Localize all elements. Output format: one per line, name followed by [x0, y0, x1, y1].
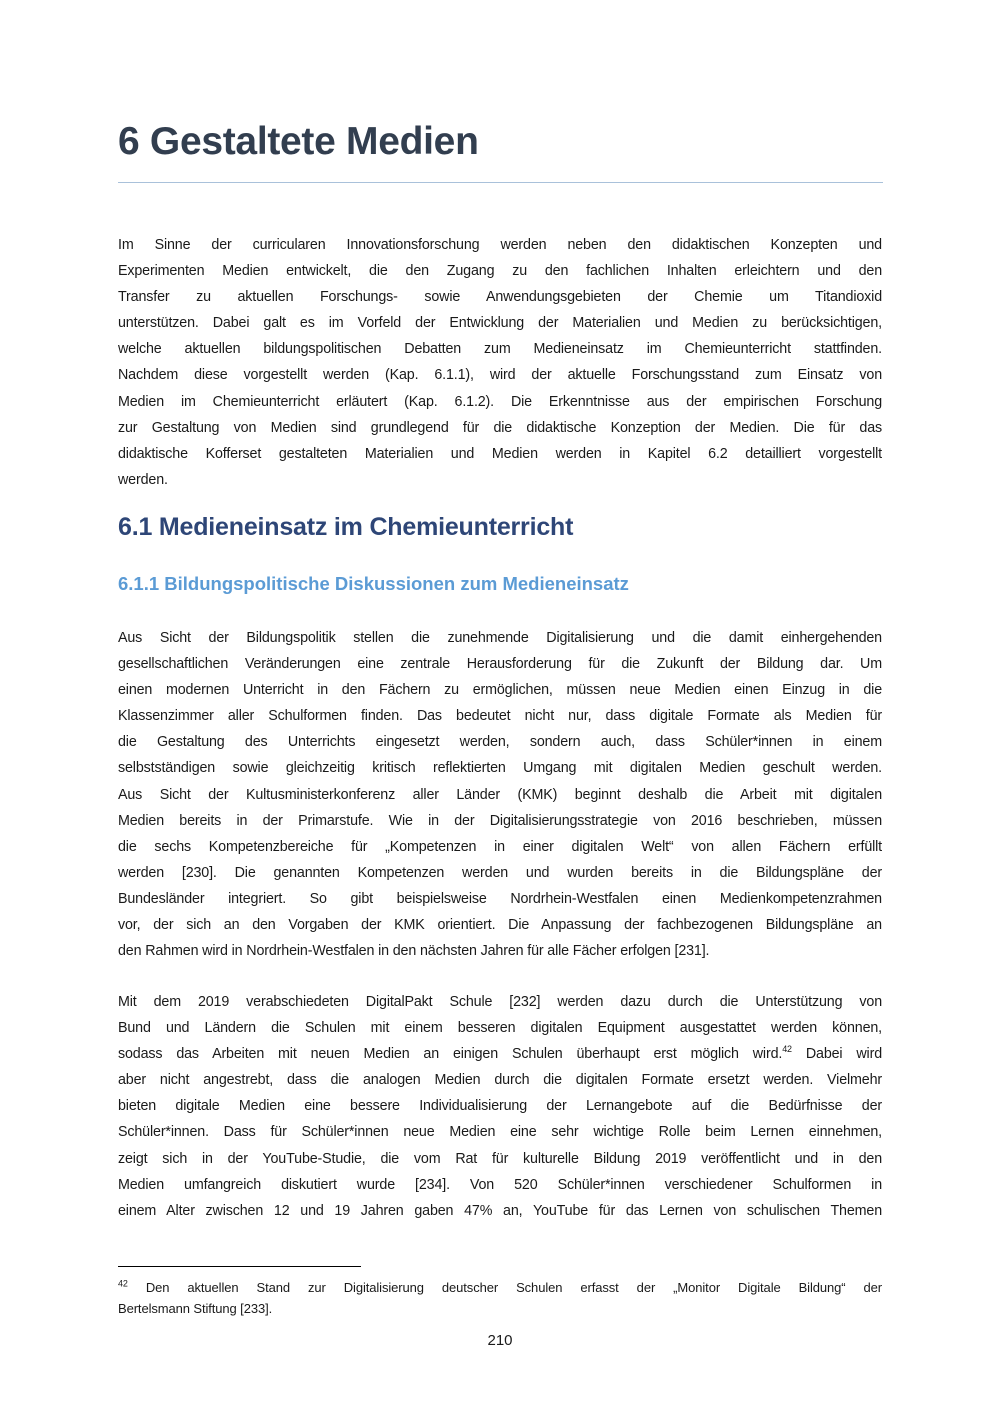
text-line: bieten digitale Medien eine bessere Individualisierung der Lernangebote auf die Bedürfnisse der	[118, 1098, 882, 1115]
footnote-number: 42	[118, 1278, 128, 1289]
footnote-separator	[118, 1266, 361, 1267]
footnote-line: Bertelsmann Stiftung [233].	[118, 1301, 273, 1316]
section-heading: 6.1 Medieneinsatz im Chemieunterricht	[118, 513, 574, 541]
text-line: den Rahmen wird in Nordrhein-Westfalen in den nächsten Jahren für alle Fächer erfolgen [231].	[118, 943, 710, 960]
text-line: Medien im Chemieunterricht erläutert (Kap. 6.1.2). Die Erkenntnisse aus der empirischen Forschung	[118, 393, 882, 410]
text-line: die Gestaltung des Unterrichts eingesetzt werden, sondern auch, dass Schüler*innen in einem	[118, 734, 882, 751]
text-line: gesellschaftlichen Veränderungen eine zentrale Herausforderung für die Zukunft der Bildung dar. Um	[118, 656, 882, 673]
page-number: 210	[487, 1332, 513, 1349]
text-line: Mit dem 2019 verabschiedeten DigitalPakt Schule [232] werden dazu durch die Unterstützung von	[118, 994, 882, 1010]
text-line: werden.	[118, 471, 168, 488]
text-line	[118, 1041, 882, 1067]
footnote	[118, 1277, 882, 1319]
text-line: einen modernen Unterricht in den Fächern zu ermöglichen, müssen neue Medien einen Einzug in die	[118, 682, 882, 699]
body-paragraph-3	[118, 989, 882, 1224]
text-line: Im Sinne der curricularen Innovationsforschung werden neben den didaktischen Konzepten und	[118, 237, 882, 253]
text-line: zur Gestaltung von Medien sind grundlegend für die didaktische Konzeption der Medien. Die für das	[118, 419, 882, 436]
text-line: Bundesländer integriert. So gibt beispielsweise Nordrhein-Westfalen einen Medienkompetenzrahmen	[118, 890, 882, 907]
intro-paragraph	[118, 232, 882, 493]
text-line: Medien umfangreich diskutiert wurde [234]. Von 520 Schüler*innen verschiedener Schulformen in	[118, 1176, 882, 1193]
text-line: die sechs Kompetenzbereiche für „Kompetenzen in einer digitalen Welt“ von allen Fächern erfüllt	[118, 838, 882, 855]
text-line: Klassenzimmer aller Schulformen finden. Das bedeutet nicht nur, dass digitale Formate als Medien für	[118, 708, 882, 725]
body-paragraph-2	[118, 625, 882, 964]
footnote-reference[interactable]: 42	[782, 1044, 792, 1055]
text-line: Medien bereits in der Primarstufe. Wie in der Digitalisierungsstrategie von 2016 beschrieben, müssen	[118, 812, 882, 829]
text-line: Transfer zu aktuellen Forschungs- sowie Anwendungsgebieten der Chemie um Titandioxid	[118, 289, 882, 306]
text-line: welche aktuellen bildungspolitischen Debatten zum Medieneinsatz im Chemieunterricht stattfinden.	[118, 341, 882, 358]
text-segment: sodass das Arbeiten mit neuen Medien an einigen Schulen überhaupt erst möglich wird.	[118, 1046, 783, 1063]
text-line: vor, der sich an den Vorgaben der KMK orientiert. Die Anpassung der fachbezogenen Bildungspläne an	[118, 917, 882, 934]
title-divider	[118, 182, 883, 183]
text-line: Experimenten Medien entwickelt, die den Zugang zu den fachlichen Inhalten erleichtern und den	[118, 263, 882, 280]
subsection-heading: 6.1.1 Bildungspolitische Diskussionen zum Medieneinsatz	[118, 573, 629, 594]
text-segment: Dabei wird	[791, 1046, 882, 1063]
paragraph-continuation	[118, 1067, 882, 1224]
footnote-text: Den aktuellen Stand zur Digitalisierung deutscher Schulen erfasst der „Monitor Digitale Bildung“ der	[127, 1280, 882, 1295]
text-line: didaktische Kofferset gestalteten Materialien und Medien werden in Kapitel 6.2 detailliert vorgestellt	[118, 445, 882, 462]
text-line: selbstständigen sowie gleichzeitig kritisch reflektierten Umgang mit digitalen Medien geschult werden.	[118, 760, 882, 777]
text-line: Aus Sicht der Bildungspolitik stellen die zunehmende Digitalisierung und die damit einhergehenden	[118, 630, 882, 646]
footnote-line	[118, 1277, 882, 1298]
text-line: aber nicht angestrebt, dass die analogen Medien durch die digitalen Formate ersetzt werden. Vielmehr	[118, 1072, 882, 1089]
text-line: Schüler*innen. Dass für Schüler*innen neue Medien eine sehr wichtige Rolle beim Lernen einnehmen,	[118, 1124, 882, 1141]
text-line: werden [230]. Die genannten Kompetenzen werden und wurden bereits in die Bildungspläne der	[118, 864, 882, 881]
text-line: zeigt sich in der YouTube-Studie, die vom Rat für kulturelle Bildung 2019 veröffentlicht und in den	[118, 1150, 882, 1167]
text-line: Nachdem diese vorgestellt werden (Kap. 6.1.1), wird der aktuelle Forschungsstand zum Einsatz von	[118, 367, 882, 384]
text-line: Bund und Ländern die Schulen mit einem besseren digitalen Equipment ausgestattet werden können,	[118, 1020, 882, 1037]
text-line: Aus Sicht der Kultusministerkonferenz aller Länder (KMK) beginnt deshalb die Arbeit mit digitalen	[118, 786, 882, 803]
text-line: einem Alter zwischen 12 und 19 Jahren gaben 47% an, YouTube für das Lernen von schulischen Themen	[118, 1202, 882, 1219]
text-line: unterstützen. Dabei galt es im Vorfeld der Entwicklung der Materialien und Medien zu berücksichtigen,	[118, 315, 882, 332]
chapter-title: 6 Gestaltete Medien	[118, 120, 479, 163]
